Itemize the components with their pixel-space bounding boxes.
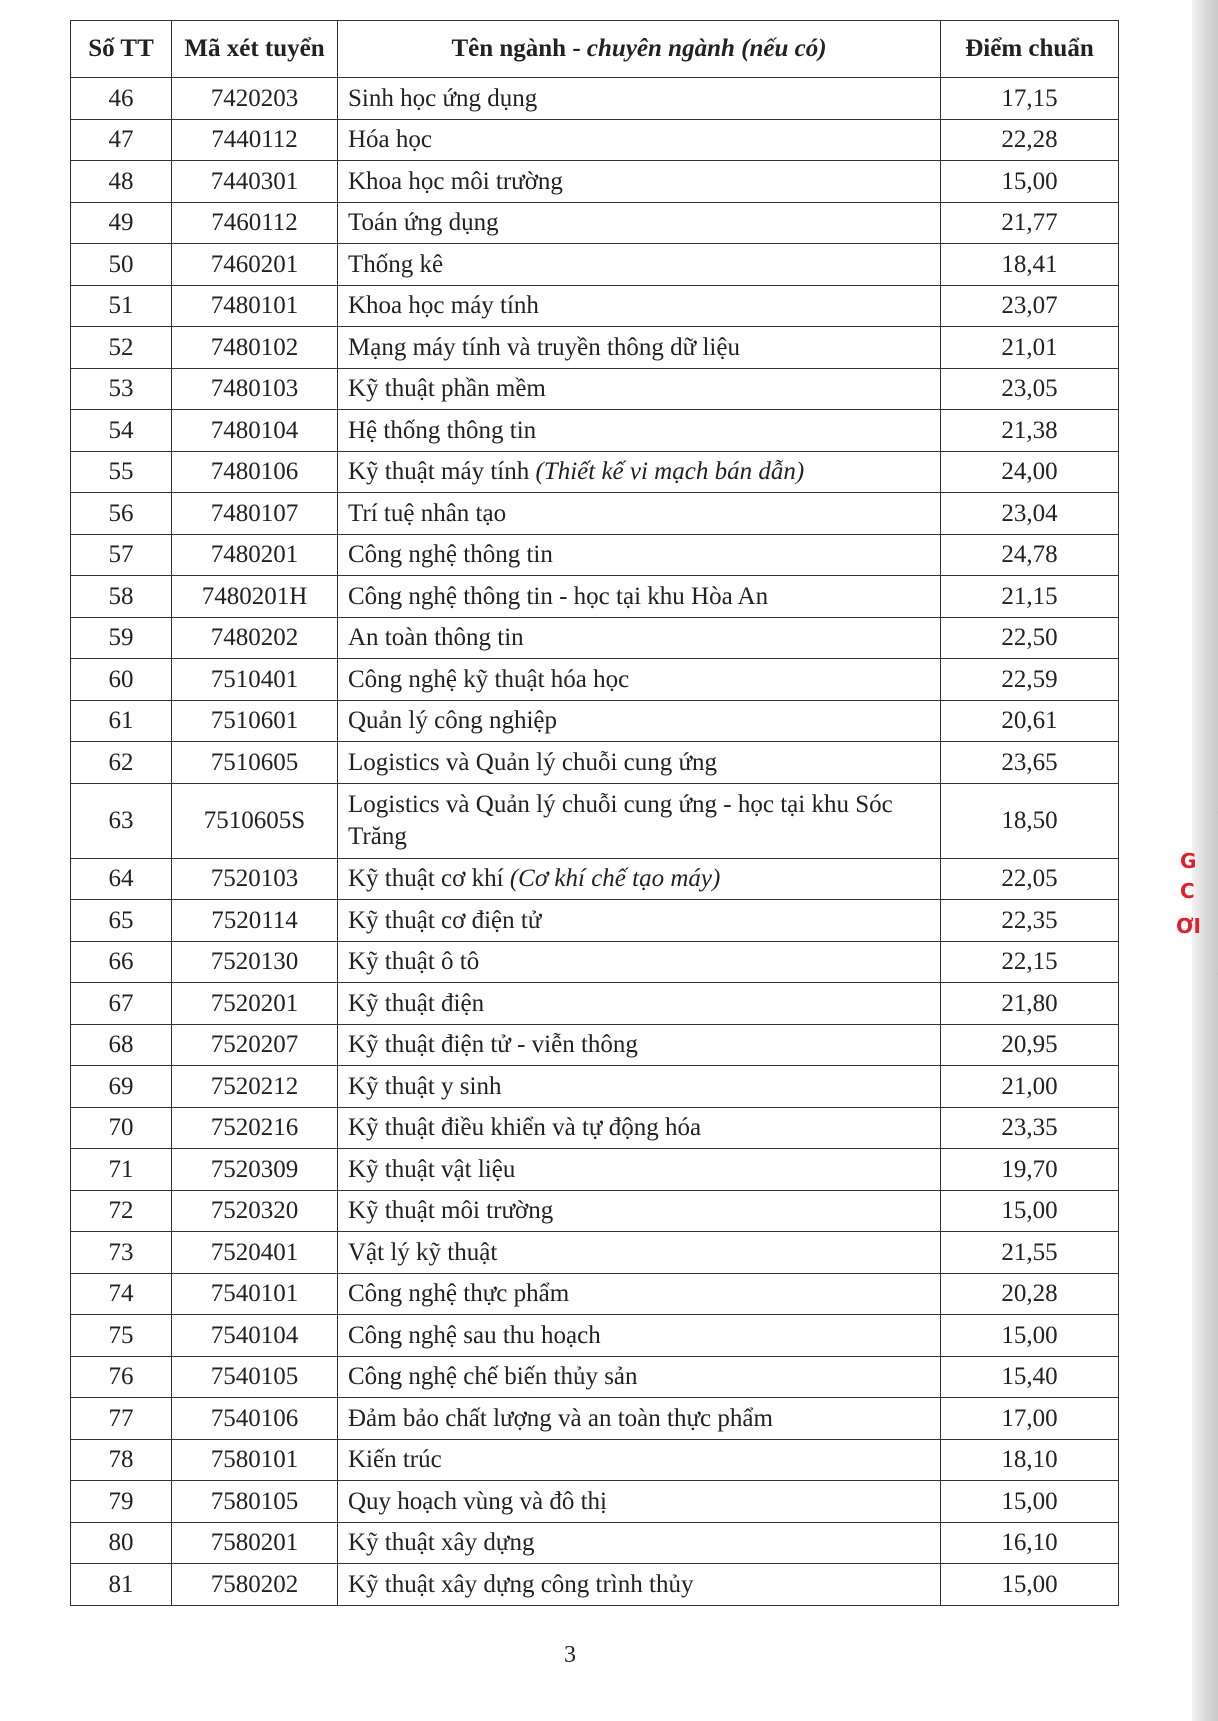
row-name: Vật lý kỹ thuật [348, 1238, 498, 1266]
row-number: 68 [71, 1024, 172, 1066]
row-score: 24,78 [941, 534, 1119, 576]
row-name-cell [338, 161, 941, 203]
table-row [71, 161, 1119, 203]
table-row [71, 742, 1119, 784]
row-code: 7520201 [172, 983, 338, 1025]
table-row [71, 941, 1119, 983]
row-score: 15,40 [941, 1356, 1119, 1398]
row-number: 73 [71, 1232, 172, 1274]
row-code: 7480202 [172, 617, 338, 659]
header-code: Mã xét tuyển [172, 21, 338, 78]
row-score: 17,15 [941, 78, 1119, 120]
row-name: Thống kê [348, 250, 444, 278]
row-number: 74 [71, 1273, 172, 1315]
row-name-cell [338, 451, 941, 493]
row-number: 62 [71, 742, 172, 784]
row-score: 15,00 [941, 1564, 1119, 1606]
row-number: 69 [71, 1066, 172, 1108]
row-score: 18,10 [941, 1439, 1119, 1481]
row-number: 77 [71, 1398, 172, 1440]
row-score: 22,15 [941, 941, 1119, 983]
row-name-cell [338, 1481, 941, 1523]
table-row [71, 1439, 1119, 1481]
row-score: 22,35 [941, 900, 1119, 942]
row-name: Hệ thống thông tin [348, 416, 537, 444]
table-row [71, 244, 1119, 286]
row-name: Kỹ thuật cơ điện tử [348, 906, 542, 934]
row-name: Khoa học môi trường [348, 167, 563, 195]
row-score: 20,95 [941, 1024, 1119, 1066]
row-name-cell [338, 700, 941, 742]
row-number: 76 [71, 1356, 172, 1398]
table-row [71, 783, 1119, 858]
row-name-cell [338, 1024, 941, 1066]
table-row [71, 1564, 1119, 1606]
row-number: 48 [71, 161, 172, 203]
table-row [71, 1190, 1119, 1232]
table-row [71, 617, 1119, 659]
row-code: 7480201H [172, 576, 338, 618]
row-number: 70 [71, 1107, 172, 1149]
table-row [71, 1024, 1119, 1066]
row-name: Kỹ thuật điện [348, 989, 485, 1017]
row-number: 71 [71, 1149, 172, 1191]
row-score: 18,41 [941, 244, 1119, 286]
row-code: 7520401 [172, 1232, 338, 1274]
row-score: 23,04 [941, 493, 1119, 535]
row-name: Khoa học máy tính [348, 292, 539, 320]
row-score: 15,00 [941, 1481, 1119, 1523]
row-number: 66 [71, 941, 172, 983]
row-name: Kỹ thuật y sinh [348, 1072, 502, 1100]
table-row [71, 1232, 1119, 1274]
row-name-cell [338, 202, 941, 244]
row-code: 7510401 [172, 659, 338, 701]
row-score: 22,28 [941, 119, 1119, 161]
table-row [71, 1356, 1119, 1398]
row-score: 17,00 [941, 1398, 1119, 1440]
row-name-cell [338, 1564, 941, 1606]
header-number: Số TT [71, 21, 172, 78]
row-name: Kỹ thuật môi trường [348, 1197, 554, 1225]
row-score: 20,28 [941, 1273, 1119, 1315]
row-name-cell [338, 493, 941, 535]
header-name-separator: - [566, 35, 587, 63]
row-code: 7480102 [172, 327, 338, 369]
table-row [71, 1398, 1119, 1440]
row-specialization: (Cơ khí chế tạo máy) [509, 865, 721, 893]
header-score: Điểm chuẩn [941, 21, 1119, 78]
row-score: 16,10 [941, 1522, 1119, 1564]
row-score: 20,61 [941, 700, 1119, 742]
row-name-cell [338, 1149, 941, 1191]
row-score: 23,35 [941, 1107, 1119, 1149]
row-name: Kỹ thuật xây dựng [348, 1529, 535, 1557]
row-code: 7480101 [172, 285, 338, 327]
row-code: 7540104 [172, 1315, 338, 1357]
row-code: 7440112 [172, 119, 338, 161]
row-number: 61 [71, 700, 172, 742]
row-number: 60 [71, 659, 172, 701]
row-number: 79 [71, 1481, 172, 1523]
row-name: An toàn thông tin [348, 624, 524, 652]
row-name-cell [338, 1107, 941, 1149]
row-name: Kiến trúc [348, 1446, 442, 1474]
header-name [338, 21, 941, 78]
row-number: 80 [71, 1522, 172, 1564]
row-name-cell [338, 576, 941, 618]
row-name: Công nghệ kỹ thuật hóa học [348, 665, 630, 693]
row-number: 81 [71, 1564, 172, 1606]
table-row [71, 1315, 1119, 1357]
row-name-cell [338, 900, 941, 942]
admission-score-table [70, 20, 1119, 1606]
row-code: 7540101 [172, 1273, 338, 1315]
row-code: 7540105 [172, 1356, 338, 1398]
row-number: 58 [71, 576, 172, 618]
table-row [71, 202, 1119, 244]
table-row [71, 1149, 1119, 1191]
row-score: 21,38 [941, 410, 1119, 452]
row-code: 7420203 [172, 78, 338, 120]
table-row [71, 368, 1119, 410]
row-name-cell [338, 1398, 941, 1440]
row-number: 78 [71, 1439, 172, 1481]
row-name-cell [338, 78, 941, 120]
table-row [71, 858, 1119, 900]
row-score: 21,00 [941, 1066, 1119, 1108]
row-name: Kỹ thuật cơ khí [348, 865, 504, 893]
row-name-cell [338, 1439, 941, 1481]
row-code: 7480104 [172, 410, 338, 452]
row-code: 7510605 [172, 742, 338, 784]
row-code: 7520114 [172, 900, 338, 942]
row-code: 7520212 [172, 1066, 338, 1108]
row-code: 7440301 [172, 161, 338, 203]
row-number: 49 [71, 202, 172, 244]
table-row [71, 1481, 1119, 1523]
row-code: 7460201 [172, 244, 338, 286]
row-name-cell [338, 617, 941, 659]
row-name: Công nghệ thực phẩm [348, 1280, 570, 1308]
row-name-cell [338, 941, 941, 983]
page-number: 3 [564, 1642, 576, 1668]
seal-fragment-2: C [1180, 879, 1195, 903]
row-code: 7520320 [172, 1190, 338, 1232]
row-score: 15,00 [941, 1315, 1119, 1357]
row-name: Toán ứng dụng [348, 209, 499, 237]
row-name-cell [338, 1522, 941, 1564]
row-name-cell [338, 1356, 941, 1398]
row-code: 7510605S [172, 783, 338, 858]
table-row [71, 451, 1119, 493]
row-name: Trí tuệ nhân tạo [348, 499, 507, 527]
table-row [71, 1522, 1119, 1564]
row-name-cell [338, 1315, 941, 1357]
row-code: 7460112 [172, 202, 338, 244]
row-code: 7480107 [172, 493, 338, 535]
table-row [71, 576, 1119, 618]
table-row [71, 900, 1119, 942]
row-number: 51 [71, 285, 172, 327]
row-name: Sinh học ứng dụng [348, 84, 538, 112]
red-seal-stamp [1158, 790, 1218, 1000]
row-number: 57 [71, 534, 172, 576]
row-number: 65 [71, 900, 172, 942]
table-row [71, 1107, 1119, 1149]
table-row [71, 78, 1119, 120]
row-name-cell [338, 1232, 941, 1274]
row-code: 7520103 [172, 858, 338, 900]
row-code: 7480103 [172, 368, 338, 410]
row-number: 52 [71, 327, 172, 369]
row-code: 7520309 [172, 1149, 338, 1191]
header-name-main: Tên ngành [451, 35, 567, 63]
row-score: 15,00 [941, 1190, 1119, 1232]
row-number: 55 [71, 451, 172, 493]
table-row [71, 1273, 1119, 1315]
row-name: Kỹ thuật phần mềm [348, 375, 546, 403]
row-code: 7580201 [172, 1522, 338, 1564]
row-name-cell [338, 983, 941, 1025]
row-name-cell [338, 742, 941, 784]
row-score: 22,50 [941, 617, 1119, 659]
row-number: 47 [71, 119, 172, 161]
row-code: 7580101 [172, 1439, 338, 1481]
table-row [71, 659, 1119, 701]
row-name-cell [338, 534, 941, 576]
seal-fragment-3: ƠI [1176, 914, 1201, 938]
row-number: 67 [71, 983, 172, 1025]
row-specialization: (Thiết kế vi mạch bán dẫn) [535, 458, 805, 486]
row-score: 24,00 [941, 451, 1119, 493]
header-name-italic: chuyên ngành (nếu có) [586, 35, 827, 63]
row-number: 56 [71, 493, 172, 535]
row-name: Công nghệ sau thu hoạch [348, 1321, 601, 1349]
row-name-cell [338, 119, 941, 161]
row-name-cell [338, 285, 941, 327]
row-score: 15,00 [941, 161, 1119, 203]
table-row [71, 285, 1119, 327]
row-score: 22,59 [941, 659, 1119, 701]
row-name-cell [338, 659, 941, 701]
row-name: Công nghệ thông tin [348, 541, 553, 569]
row-score: 23,07 [941, 285, 1119, 327]
row-code: 7480106 [172, 451, 338, 493]
row-name: Kỹ thuật máy tính [348, 458, 530, 486]
row-name-cell [338, 327, 941, 369]
row-code: 7580202 [172, 1564, 338, 1606]
row-number: 63 [71, 783, 172, 858]
row-name: Quy hoạch vùng và đô thị [348, 1487, 607, 1515]
table-body [71, 78, 1119, 1606]
row-score: 21,15 [941, 576, 1119, 618]
row-name-cell [338, 858, 941, 900]
table-row [71, 983, 1119, 1025]
row-number: 53 [71, 368, 172, 410]
row-code: 7520216 [172, 1107, 338, 1149]
row-name: Mạng máy tính và truyền thông dữ liệu [348, 333, 740, 361]
row-code: 7540106 [172, 1398, 338, 1440]
row-score: 23,05 [941, 368, 1119, 410]
row-number: 64 [71, 858, 172, 900]
row-number: 75 [71, 1315, 172, 1357]
row-name: Logistics và Quản lý chuỗi cung ứng - học tại khu Sóc Trăng [348, 791, 893, 850]
row-name: Kỹ thuật vật liệu [348, 1155, 516, 1183]
row-name: Kỹ thuật xây dựng công trình thủy [348, 1570, 694, 1598]
row-name: Quản lý công nghiệp [348, 707, 557, 735]
row-name: Công nghệ chế biến thủy sản [348, 1363, 638, 1391]
table-row [71, 700, 1119, 742]
row-score: 19,70 [941, 1149, 1119, 1191]
row-number: 59 [71, 617, 172, 659]
row-name-cell [338, 1066, 941, 1108]
row-code: 7520130 [172, 941, 338, 983]
row-name: Kỹ thuật ô tô [348, 948, 480, 976]
seal-fragment-1: G [1180, 849, 1197, 873]
row-score: 21,55 [941, 1232, 1119, 1274]
row-name: Logistics và Quản lý chuỗi cung ứng [348, 748, 718, 776]
row-score: 21,01 [941, 327, 1119, 369]
table-row [71, 327, 1119, 369]
row-name: Đảm bảo chất lượng và an toàn thực phẩm [348, 1404, 773, 1432]
row-score: 21,80 [941, 983, 1119, 1025]
row-number: 46 [71, 78, 172, 120]
table-row [71, 493, 1119, 535]
row-number: 72 [71, 1190, 172, 1232]
row-name-cell [338, 410, 941, 452]
row-name-cell [338, 1273, 941, 1315]
row-code: 7520207 [172, 1024, 338, 1066]
table-row [71, 1066, 1119, 1108]
row-code: 7510601 [172, 700, 338, 742]
row-name: Hóa học [348, 126, 432, 154]
row-name: Công nghệ thông tin - học tại khu Hòa An [348, 582, 769, 610]
row-name-cell [338, 1190, 941, 1232]
table-row [71, 534, 1119, 576]
row-name-cell [338, 368, 941, 410]
table-header-row [71, 21, 1119, 78]
row-name-cell [338, 783, 941, 858]
table-row [71, 119, 1119, 161]
row-code: 7480201 [172, 534, 338, 576]
table-row [71, 410, 1119, 452]
row-score: 21,77 [941, 202, 1119, 244]
row-code: 7580105 [172, 1481, 338, 1523]
row-score: 23,65 [941, 742, 1119, 784]
row-name: Kỹ thuật điện tử - viễn thông [348, 1031, 638, 1059]
row-number: 54 [71, 410, 172, 452]
row-score: 22,05 [941, 858, 1119, 900]
row-number: 50 [71, 244, 172, 286]
row-score: 18,50 [941, 783, 1119, 858]
row-name-cell [338, 244, 941, 286]
row-name: Kỹ thuật điều khiển và tự động hóa [348, 1114, 702, 1142]
